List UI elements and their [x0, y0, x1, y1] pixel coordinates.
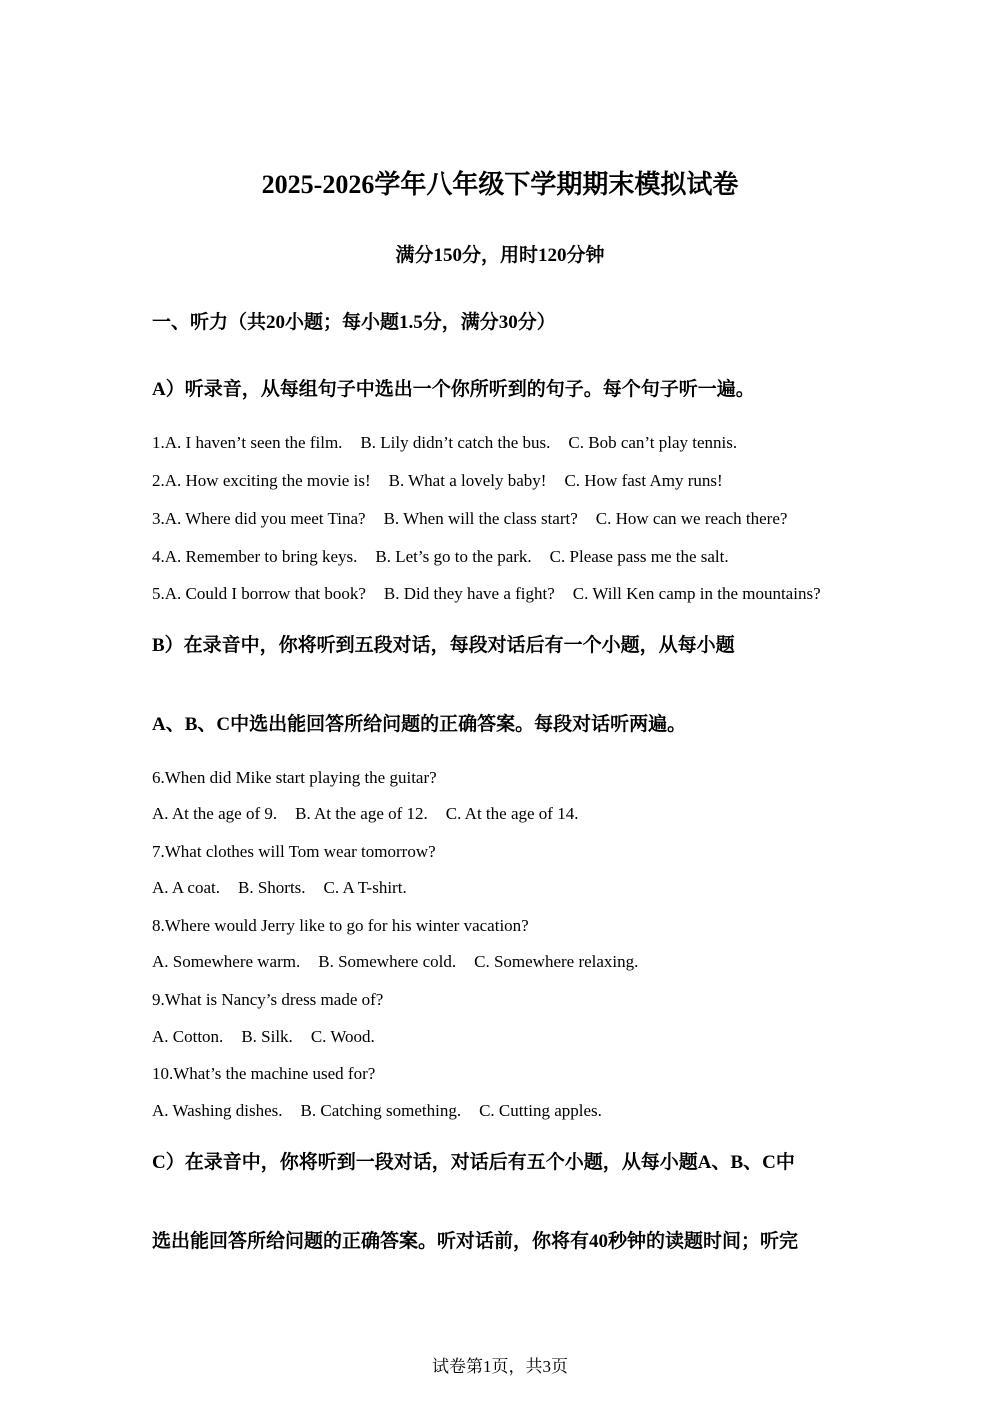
option-b: B. When will the class start?	[383, 509, 578, 528]
question-6-options	[152, 803, 578, 825]
question-5	[152, 583, 821, 605]
option-a: 2.A. How exciting the movie is!	[152, 471, 371, 490]
option-a: A. Somewhere warm.	[152, 952, 301, 971]
question-4	[152, 546, 729, 568]
part-a-heading: A）听录音，从每组句子中选出一个你所听到的句子。每个句子听一遍。	[152, 379, 755, 400]
option-c: C. Please pass me the salt.	[549, 547, 729, 566]
page-title: 2025-2026学年八年级下学期期末模拟试卷	[261, 170, 739, 199]
option-b: B. Did they have a fight?	[383, 584, 555, 603]
question-7-options	[152, 877, 407, 899]
option-b: B. Let’s go to the park.	[375, 547, 532, 566]
question-8-options	[152, 951, 638, 973]
option-c: C. Wood.	[310, 1027, 375, 1046]
option-b: B. Silk.	[241, 1027, 293, 1046]
question-10-stem: 10.What’s the machine used for?	[152, 1064, 376, 1083]
question-1	[152, 432, 737, 454]
part-c-heading-line1: C）在录音中，你将听到一段对话，对话后有五个小题，从每小题A、B、C中	[152, 1152, 795, 1173]
option-b: B. Lily didn’t catch the bus.	[360, 433, 551, 452]
option-b: B. At the age of 12.	[295, 804, 428, 823]
option-c: C. Cutting apples.	[479, 1101, 602, 1120]
question-10-options	[152, 1100, 602, 1122]
option-c: C. How can we reach there?	[595, 509, 788, 528]
question-8-stem: 8.Where would Jerry like to go for his winter vacation?	[152, 916, 529, 935]
option-a: A. A coat.	[152, 878, 220, 897]
option-b: B. What a lovely baby!	[388, 471, 547, 490]
option-a: 5.A. Could I borrow that book?	[152, 584, 366, 603]
part-b-heading-line2: A、B、C中选出能回答所给问题的正确答案。每段对话听两遍。	[152, 714, 687, 735]
part-b-heading-line1: B）在录音中，你将听到五段对话，每段对话后有一个小题，从每小题	[152, 635, 735, 656]
option-b: B. Shorts.	[238, 878, 306, 897]
option-a: A. At the age of 9.	[152, 804, 278, 823]
option-c: C. A T-shirt.	[323, 878, 407, 897]
option-c: C. Somewhere relaxing.	[474, 952, 639, 971]
question-3	[152, 508, 787, 530]
part-c-heading-line2: 选出能回答所给问题的正确答案。听对话前，你将有40秒钟的读题时间；听完	[152, 1231, 799, 1252]
option-c: C. At the age of 14.	[445, 804, 579, 823]
option-c: C. Will Ken camp in the mountains?	[572, 584, 821, 603]
option-b: B. Catching something.	[300, 1101, 462, 1120]
exam-info: 满分150分，用时120分钟	[395, 245, 605, 266]
question-9-options	[152, 1026, 375, 1048]
option-a: 1.A. I haven’t seen the film.	[152, 433, 343, 452]
question-7-stem: 7.What clothes will Tom wear tomorrow?	[152, 842, 436, 861]
option-a: A. Cotton.	[152, 1027, 224, 1046]
option-a: 4.A. Remember to bring keys.	[152, 547, 358, 566]
page-footer: 试卷第1页，共3页	[432, 1357, 568, 1376]
question-6-stem: 6.When did Mike start playing the guitar?	[152, 768, 437, 787]
option-c: C. Bob can’t play tennis.	[568, 433, 738, 452]
question-2	[152, 470, 723, 492]
option-a: 3.A. Where did you meet Tina?	[152, 509, 366, 528]
question-9-stem: 9.What is Nancy’s dress made of?	[152, 990, 384, 1009]
option-a: A. Washing dishes.	[152, 1101, 283, 1120]
section-heading-listening: 一、听力（共20小题；每小题1.5分，满分30分）	[152, 312, 556, 333]
option-b: B. Somewhere cold.	[318, 952, 457, 971]
option-c: C. How fast Amy runs!	[564, 471, 723, 490]
